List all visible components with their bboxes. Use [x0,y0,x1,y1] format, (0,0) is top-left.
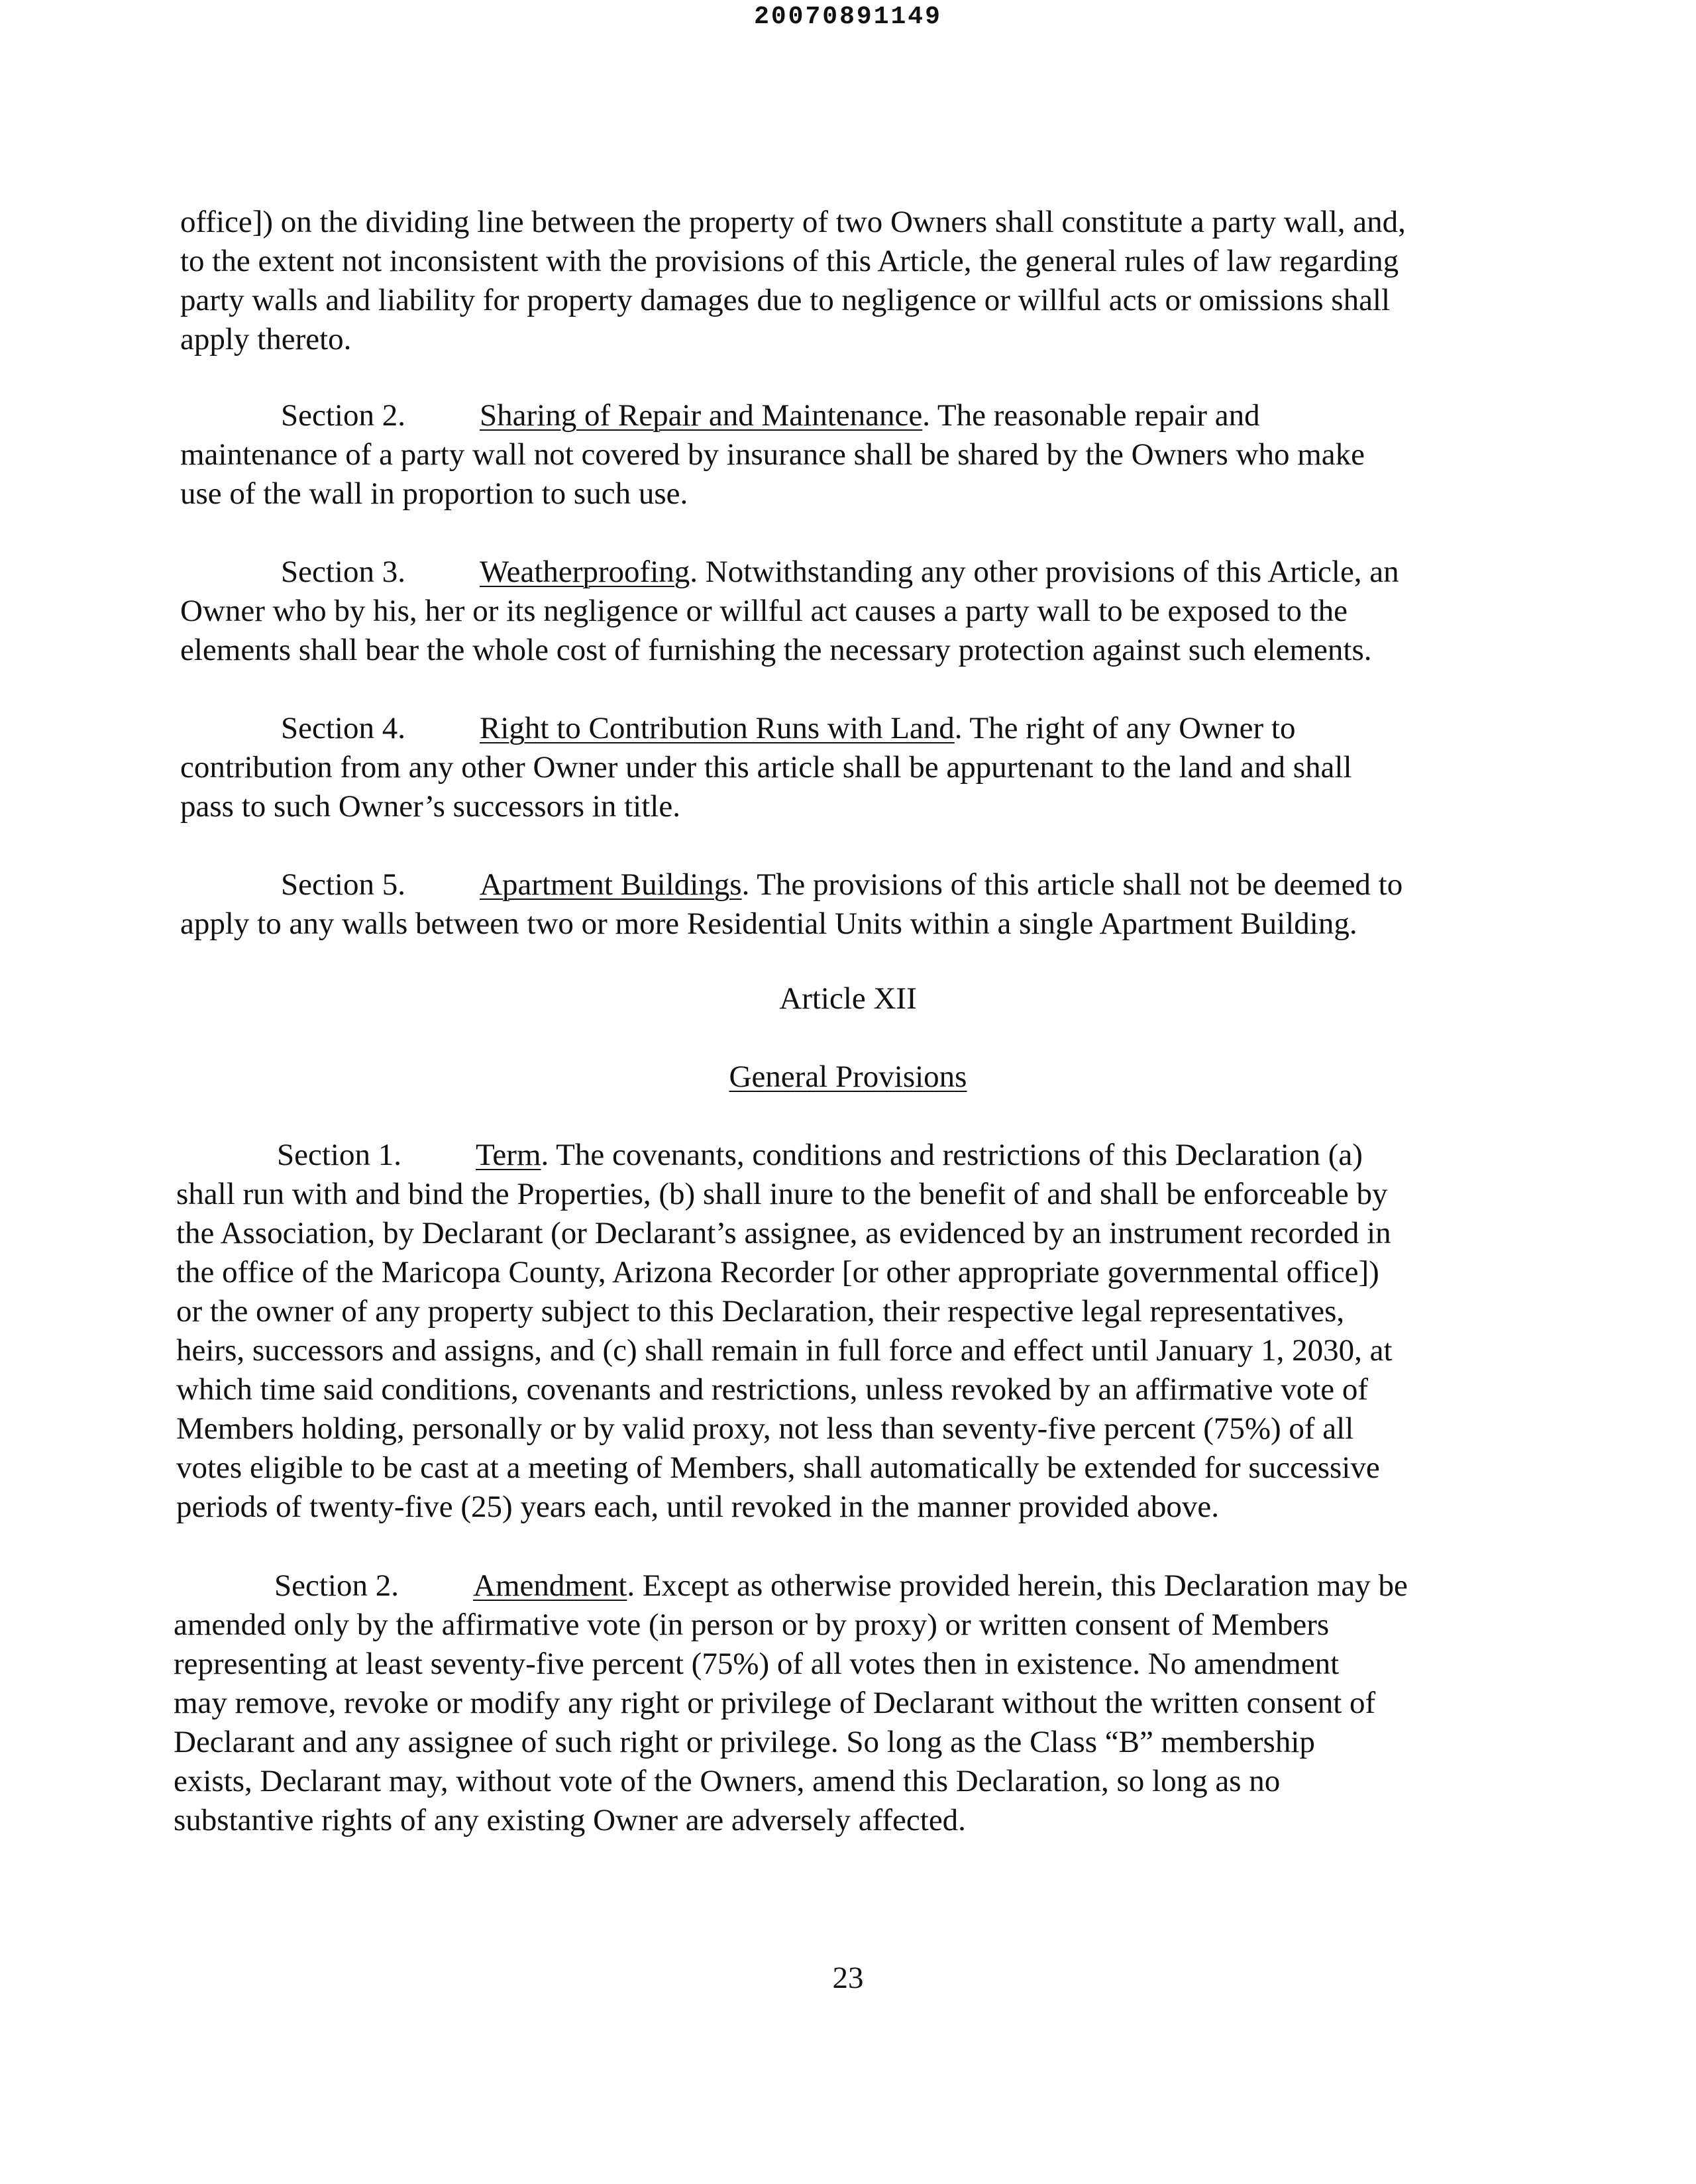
paragraph-line: use of the wall in proportion to such use. [180,476,688,511]
paragraph-line: to the extent not inconsistent with the provisions of this Article, the general rules of law regarding [180,244,1399,278]
section-heading: Term [476,1138,541,1172]
paragraph-line: contribution from any other Owner under this article shall be appurtenant to the land and shall [180,750,1352,785]
section-weatherproofing [180,553,1512,670]
paragraph-line: heirs, successors and assigns, and (c) shall remain in full force and effect until January 1, 2030, at [176,1333,1393,1368]
paragraph-line: may remove, revoke or modify any right or privilege of Declarant without the written consent of [174,1686,1376,1720]
section-term [176,1136,1508,1527]
article-number: Article XII [779,981,917,1016]
section-label: Section 2. [274,1568,399,1603]
paragraph-line: votes eligible to be cast at a meeting of Members, shall automatically be extended for successive [176,1450,1380,1485]
paragraph-line: maintenance of a party wall not covered by insurance shall be shared by the Owners who make [180,437,1365,472]
section-amendment [174,1566,1505,1840]
section-heading: Weatherproofing [480,555,690,589]
paragraph-line: substantive rights of any existing Owner are adversely affected. [174,1803,966,1837]
paragraph-line: apply to any walls between two or more Residential Units within a single Apartment Building. [180,906,1357,941]
section-text: . The right of any Owner to [954,711,1296,745]
paragraph-line: pass to such Owner’s successors in title. [180,789,680,824]
paragraph-line: party walls and liability for property damages due to negligence or willful acts or omissions shall [180,283,1391,317]
section-right-to-contribution [180,709,1512,826]
paragraph-line: Members holding, personally or by valid proxy, not less than seventy-five percent (75%) of all [176,1411,1354,1446]
paragraph-line: Owner who by his, her or its negligence or willful act causes a party wall to be exposed to the [180,594,1348,628]
section-label: Section 5. [281,867,405,902]
section-heading: Right to Contribution Runs with Land [480,711,955,745]
section-text: . The provisions of this article shall not be deemed to [741,867,1403,902]
article-title [0,1058,1696,1097]
page-number: 23 [832,1961,864,1995]
section-label: Section 2. [281,398,405,433]
paragraph-line: apply thereto. [180,322,352,356]
section-apartment-buildings [180,865,1512,944]
article-title-text: General Provisions [729,1060,967,1094]
section-heading: Sharing of Repair and Maintenance [480,398,923,433]
continuation-paragraph [180,203,1512,359]
section-text: . The covenants, conditions and restrictions of this Declaration (a) [541,1138,1363,1172]
section-label: Section 1. [277,1138,401,1172]
paragraph-line: shall run with and bind the Properties, (b) shall inure to the benefit of and shall be enforceable by [176,1177,1388,1211]
paragraph-line: amended only by the affirmative vote (in person or by proxy) or written consent of Members [174,1608,1330,1642]
section-text: . Notwithstanding any other provisions of this Article, an [690,555,1399,589]
paragraph-line: elements shall bear the whole cost of furnishing the necessary protection against such elements. [180,633,1372,667]
paragraph-line: the Association, by Declarant (or Declarant’s assignee, as evidenced by an instrument recorded in [176,1216,1391,1250]
section-heading: Amendment [473,1568,627,1603]
paragraph-line: Declarant and any assignee of such right or privilege. So long as the Class “B” membership [174,1725,1315,1759]
section-label: Section 3. [281,555,405,589]
paragraph-line: exists, Declarant may, without vote of the Owners, amend this Declaration, so long as no [174,1764,1281,1798]
section-heading: Apartment Buildings [480,867,742,902]
document-number: 20070891149 [754,3,942,31]
section-text: . Except as otherwise provided herein, this Declaration may be [627,1568,1408,1603]
paragraph-line: periods of twenty-five (25) years each, until revoked in the manner provided above. [176,1490,1219,1524]
paragraph-line: representing at least seventy-five percent (75%) of all votes then in existence. No amendment [174,1647,1340,1681]
section-label: Section 4. [281,711,405,745]
paragraph-line: office]) on the dividing line between the property of two Owners shall constitute a party wall, and, [180,205,1406,239]
paragraph-line: or the owner of any property subject to this Declaration, their respective legal representatives, [176,1294,1345,1329]
section-sharing-of-repair [180,396,1512,514]
paragraph-line: which time said conditions, covenants and restrictions, unless revoked by an affirmative vote of [176,1372,1369,1407]
paragraph-line: the office of the Maricopa County, Arizona Recorder [or other appropriate governmental office]) [176,1255,1379,1289]
section-text: . The reasonable repair and [922,398,1260,433]
